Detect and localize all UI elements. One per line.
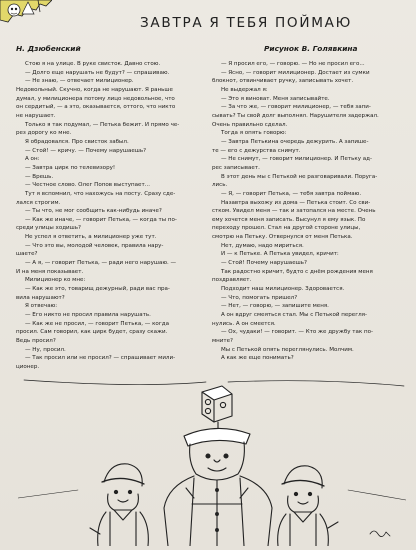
text-line: — Не знаю, — отвечает милиционер. [25, 78, 134, 85]
text-line: — Ох, чудаки! — говорит. — Кто же дружбу так по- [221, 329, 374, 336]
text-line: блокнот, отвинчивает ручку, записывать хочет. [212, 78, 354, 85]
text-line: Тогда я опять говорю: [221, 130, 287, 137]
text-line: рез дорогу ко мне. [16, 130, 72, 137]
policeman-figure [164, 428, 272, 546]
text-line: Тут я вспомнил, что нахожусь на посту. Сразу сде- [25, 190, 176, 197]
text-line: Нет, думаю, надо мириться. [221, 242, 304, 249]
text-line: В этот день мы с Петькой не разговаривали. Поруга- [221, 173, 378, 180]
text-line: Стою я на улице. В руке свисток. Давно стою. [25, 61, 161, 67]
text-line: Ведь просил? [16, 338, 56, 344]
artist-signature [370, 531, 390, 537]
boy-left-figure [90, 464, 148, 546]
text-line: рес записывает. [212, 164, 260, 171]
text-line: нулись. А он смеется. [212, 320, 276, 327]
text-line: — Так просил или не просил? — спрашивает мили- [25, 355, 176, 362]
text-line: мните? [212, 338, 234, 344]
text-line: — Это я виноват. Меня записывайте. [221, 95, 330, 102]
text-line: — Ясно, — говорит милиционер. Достает из сумки [221, 69, 370, 76]
text-line: среди улицы ходишь? [16, 225, 81, 232]
text-line: — Как же иначе, — говорит Петька, — когда ты по- [25, 216, 177, 223]
text-line: — Врешь. [25, 173, 54, 180]
text-line: — Стой! — кричу. — Почему нарушаешь? [25, 147, 147, 154]
text-line: ционер. [16, 363, 40, 370]
story-title: ЗАВТРА Я ТЕБЯ ПОЙМАЮ [140, 15, 353, 31]
text-line: А он вдруг смеяться стал. Мы с Петькой перегля- [221, 312, 368, 319]
left-text-column [16, 60, 202, 372]
text-line: — Как же не просил, — говорит Петька, — когда [25, 320, 169, 327]
text-line: И — к Петьке. А Петька увидел, кричит: [221, 251, 339, 258]
text-line: — Долго еще нарушать не будут? — спрашиваю. [25, 69, 170, 76]
text-line: ему хочется меня записать. Высунул я ему язык. По [212, 216, 366, 223]
text-line: — Что это вы, молодой человек, правила нару- [25, 242, 164, 249]
author-name: Н. Дзюбенский [16, 44, 81, 53]
illustrator-credit: Рисунок В. Голявкина [264, 44, 358, 53]
text-line: думал, у милиционера потому лицо недовольное, что [16, 95, 175, 102]
text-line: — Завтра цирк по телевизору! [25, 164, 116, 171]
text-line: — Честное слово. Олег Попов выступает... [25, 182, 150, 189]
text-line: Очень правильно сделал. [212, 121, 288, 128]
text-line: сывать? Ты свой долг выполнял. Нарушителя задержал. [212, 112, 379, 119]
text-line: лись. [212, 182, 228, 189]
text-line: — А я, — говорит Петька, — ради него нарушаю. — [25, 260, 177, 267]
text-line: смотрю на Петьку. Отвернулся от меня Петька. [212, 234, 353, 241]
text-line: Не выдержал я: [221, 86, 268, 93]
text-line: Недовольный. Скучно, когда не нарушают. Я раньше [16, 86, 173, 93]
text-line: Мы с Петькой опять переглянулись. Молчим. [221, 346, 354, 353]
text-line: Я отвечаю: [25, 303, 58, 310]
corner-illustration [0, 0, 52, 34]
text-line: стком. Увидел меня — так и затопался на месте. Очень [212, 208, 376, 215]
text-line: переходу прошел. Стал на другой стороне улицы, [212, 225, 361, 232]
text-line: Я обрадовался. Про свисток забыл. [25, 138, 129, 145]
text-line: поздравляет. [212, 277, 252, 284]
boy-right-figure [278, 466, 338, 546]
text-line: шаете? [16, 251, 38, 258]
text-line: А он: [25, 156, 40, 163]
right-text-column [212, 60, 398, 363]
text-line: И на меня показывает. [16, 268, 84, 275]
text-line: Подходит наш милиционер. Здоровается. [221, 286, 345, 293]
text-line: просил. Сам говорил, как цирк будет, сразу скажи. [16, 329, 168, 336]
text-line: — Не снимут, — говорит милиционер. И Петьку ад- [221, 156, 372, 163]
text-line: вила нарушают? [16, 294, 65, 301]
illustration-policeman-and-boys [18, 378, 406, 546]
text-line: — Стой! Почему нарушаешь? [221, 260, 307, 267]
text-line: — Что, помогать пришел? [221, 294, 298, 301]
text-line: — Завтра Петькина очередь дежурить. А запише- [221, 138, 369, 145]
text-line: он сердитый, — а это, оказывается, оттого, что никто [16, 104, 176, 111]
text-line: — За что же, — говорит милиционер, — тебя запи- [221, 104, 371, 111]
text-line: Так радостно кричит, будто с днём рождения меня [221, 268, 373, 275]
text-line: — Как же это, товарищ дежурный, ради вас пра- [25, 286, 170, 293]
text-line: Назавтра выхожу из дома — Петька стоит. Со сви- [221, 199, 371, 206]
text-line: Милиционер ко мне: [25, 277, 86, 284]
text-line: Только я так подумал, — Петька бежит. И прямо че- [25, 121, 180, 128]
text-line: — Я, — говорит Петька, — тебя завтра поймаю. [221, 190, 362, 197]
text-line: не нарушает. [16, 112, 56, 119]
text-line: — Ты что, не мог сообщить как-нибудь иначе? [25, 208, 162, 215]
text-line: — Нет, — говорю, — запишите меня. [221, 303, 329, 310]
text-line: лался строгим. [16, 199, 61, 206]
text-line: Не успел я ответить, а милиционер уже тут. [25, 234, 157, 241]
text-line: — Ну, просил. [25, 346, 66, 353]
text-line: — Его никто не просил правила нарушать. [25, 312, 151, 319]
text-line: А как же еще понимать? [221, 355, 294, 362]
text-line: те — его с дежурства снимут. [212, 147, 301, 154]
text-line: — Я просил его, — говорю. — Но не просил его... [221, 61, 365, 67]
